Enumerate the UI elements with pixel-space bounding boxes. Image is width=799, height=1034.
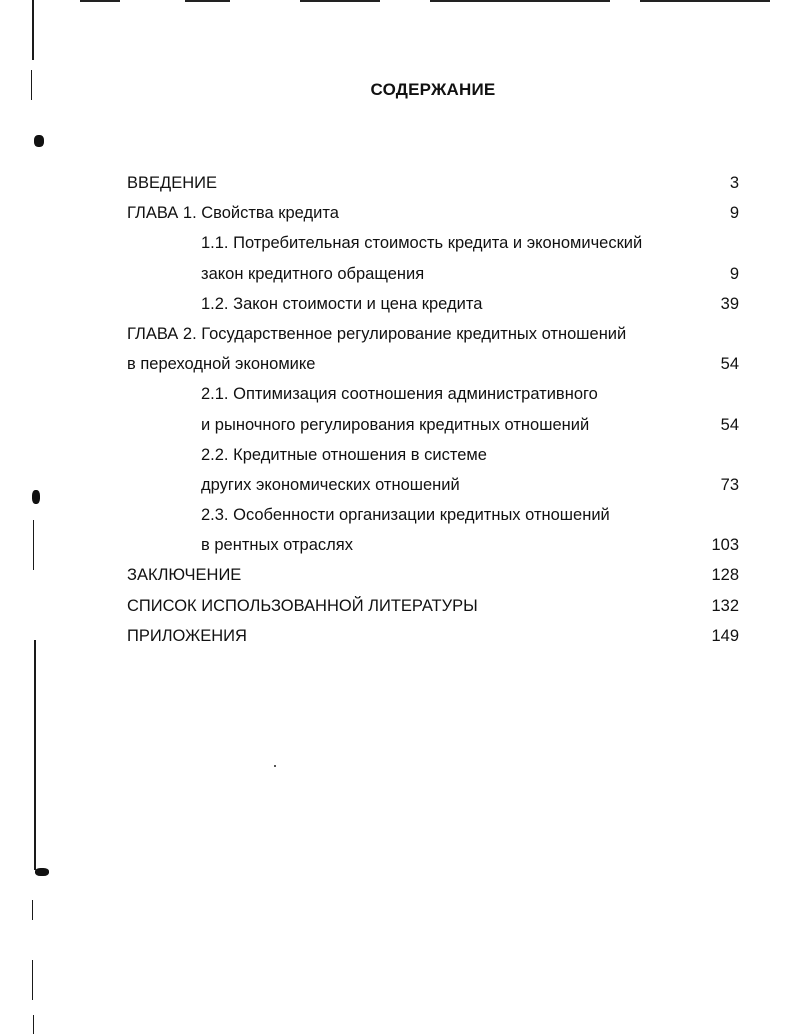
toc-entry-conclusion: [127, 560, 739, 590]
toc-entry-text: в рентных отраслях: [201, 536, 353, 555]
toc-entry-section-1-1: [127, 228, 739, 258]
toc-entry-text: в переходной экономике: [127, 355, 316, 374]
page-title: СОДЕРЖАНИЕ: [370, 80, 496, 99]
toc-entry-section-1-2: [127, 289, 739, 319]
toc-entry-text: ПРИЛОЖЕНИЯ: [127, 626, 247, 645]
toc-entry-text: 2.1. Оптимизация соотношения административного: [201, 385, 598, 404]
toc-page-number: 149: [711, 626, 739, 645]
toc-entry-section-2-2: [127, 440, 739, 470]
toc-entry-appendices: [127, 621, 739, 651]
toc-entry-section-2-3-cont: [127, 530, 739, 560]
toc-page-number: 128: [711, 566, 739, 585]
toc-entry-introduction: [127, 168, 739, 198]
toc-entry-text: 1.2. Закон стоимости и цена кредита: [201, 294, 483, 313]
scan-edge-left: [30, 0, 50, 1034]
scan-edge-top: [0, 0, 799, 6]
toc-entry-bibliography: [127, 591, 739, 621]
toc-entry-text: 1.1. Потребительная стоимость кредита и экономический: [201, 234, 643, 253]
toc-page-number: 9: [729, 264, 739, 283]
toc-entry-chapter-1: [127, 198, 739, 228]
toc-entry-text: 2.2. Кредитные отношения в системе: [201, 445, 487, 464]
scan-speck: [274, 765, 276, 767]
table-of-contents: [127, 168, 739, 651]
toc-entry-text: других экономических отношений: [201, 475, 460, 494]
toc-page-number: 54: [720, 355, 739, 374]
toc-page-number: 103: [711, 536, 739, 555]
toc-entry-section-2-2-cont: [127, 470, 739, 500]
toc-entry-text: ГЛАВА 2. Государственное регулирование кредитных отношений: [127, 324, 627, 343]
toc-entry-section-2-3: [127, 500, 739, 530]
toc-entry-text: и рыночного регулирования кредитных отношений: [201, 415, 590, 434]
toc-page-number: 73: [720, 475, 739, 494]
toc-entry-text: ЗАКЛЮЧЕНИЕ: [127, 566, 242, 585]
toc-entry-text: ВВЕДЕНИЕ: [127, 174, 217, 192]
toc-page-number: 54: [720, 415, 739, 434]
toc-entry-chapter-2: [127, 319, 739, 349]
toc-entry-section-2-1-cont: [127, 410, 739, 440]
toc-entry-text: 2.3. Особенности организации кредитных отношений: [201, 506, 610, 525]
toc-page-number: 3: [729, 174, 739, 192]
toc-entry-chapter-2-cont: [127, 349, 739, 379]
toc-page-number: 132: [711, 596, 739, 615]
toc-entry-text: закон кредитного обращения: [201, 264, 425, 283]
toc-entry-text: СПИСОК ИСПОЛЬЗОВАННОЙ ЛИТЕРАТУРЫ: [127, 596, 478, 615]
toc-entry-section-2-1: [127, 379, 739, 409]
toc-entry-text: ГЛАВА 1. Свойства кредита: [127, 204, 339, 223]
toc-page-number: 39: [720, 294, 739, 313]
toc-entry-section-1-1-cont: [127, 259, 739, 289]
toc-page-number: 9: [729, 204, 739, 223]
